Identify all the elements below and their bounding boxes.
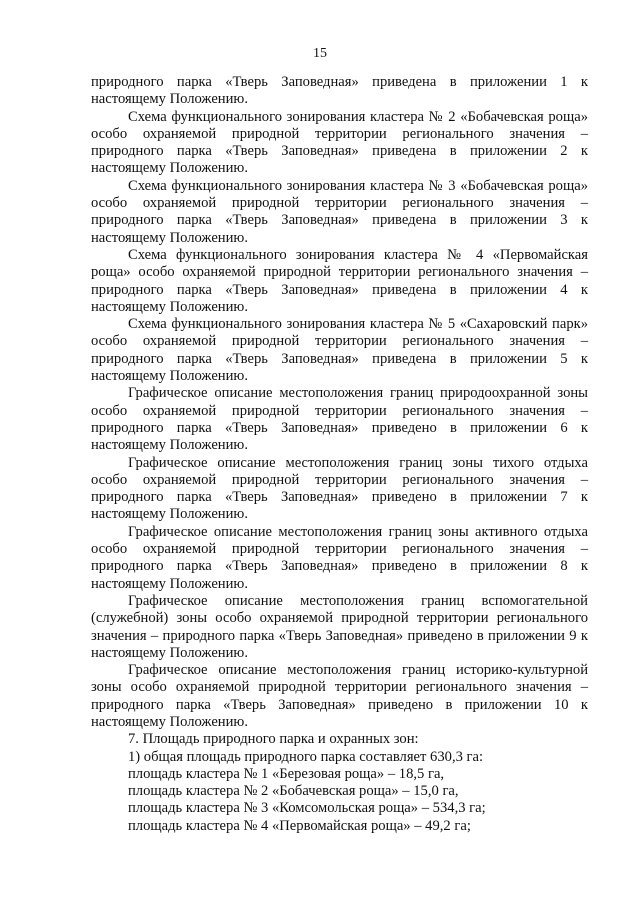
paragraph-appendix-9: Графическое описание местоположения границ вспомогательной (служебной) зоны особо охраняемой природной территории регионального значения – природного парка «Тверь Заповедная» приведено в приложении 9 к настоящему Положению.	[91, 592, 588, 661]
area-total: 1) общая площадь природного парка составляет 630,3 га:	[128, 748, 484, 765]
document-body	[91, 74, 588, 835]
paragraph-appendix-10: Графическое описание местоположения границ историко-культурной зоны особо охраняемой природной территории регионального значения – природного парка «Тверь Заповедная» приведено в приложении 10 к настоящему Положению.	[91, 662, 588, 730]
paragraph-appendix-4: Схема функционального зонирования кластера № 4 «Первомайская роща» особо охраняемой природной территории регионального значения – природного парка «Тверь Заповедная» приведена в приложении 4 к настоящему Положению.	[91, 246, 588, 315]
paragraph-appendix-6: Графическое описание местоположения границ природоохранной зоны особо охраняемой природной территории регионального значения – природного парка «Тверь Заповедная» приведено в приложении 6 к настоящему Положению.	[91, 385, 588, 454]
paragraph-appendix-8: Графическое описание местоположения границ зоны активного отдыха особо охраняемой природной территории регионального значения – природного парка «Тверь Заповедная» приведено в приложении 8 к настоящему Положению.	[91, 523, 588, 592]
paragraph-appendix-2: Схема функционального зонирования кластера № 2 «Бобачевская роща» особо охраняемой природной территории регионального значения – природного парка «Тверь Заповедная» приведена в приложении 2 к настоящему Положению.	[91, 108, 588, 177]
paragraph-appendix-3: Схема функционального зонирования кластера № 3 «Бобачевская роща» особо охраняемой природной территории регионального значения – природного парка «Тверь Заповедная» приведена в приложении 3 к настоящему Положению.	[91, 177, 588, 246]
area-cluster-4: площадь кластера № 4 «Первомайская роща» – 49,2 га;	[128, 817, 471, 834]
area-cluster-1: площадь кластера № 1 «Березовая роща» – 18,5 га,	[128, 765, 445, 782]
section-heading: 7. Площадь природного парка и охранных зон:	[128, 731, 419, 748]
paragraph-appendix-1: природного парка «Тверь Заповедная» приведена в приложении 1 к настоящему Положению.	[91, 74, 588, 108]
paragraph-appendix-5: Схема функционального зонирования кластера № 5 «Сахаровский парк» особо охраняемой природной территории регионального значения – природного парка «Тверь Заповедная» приведена в приложении 5 к настоящему Положению.	[91, 316, 588, 385]
area-cluster-2: площадь кластера № 2 «Бобачевская роща» – 15,0 га,	[128, 783, 459, 800]
area-cluster-3: площадь кластера № 3 «Комсомольская роща» – 534,3 га;	[128, 800, 486, 817]
page-number: 15	[313, 46, 327, 61]
paragraph-appendix-7: Графическое описание местоположения границ зоны тихого отдыха особо охраняемой природной территории регионального значения – природного парка «Тверь Заповедная» приведено в приложении 7 к настоящему Положению.	[91, 454, 588, 523]
